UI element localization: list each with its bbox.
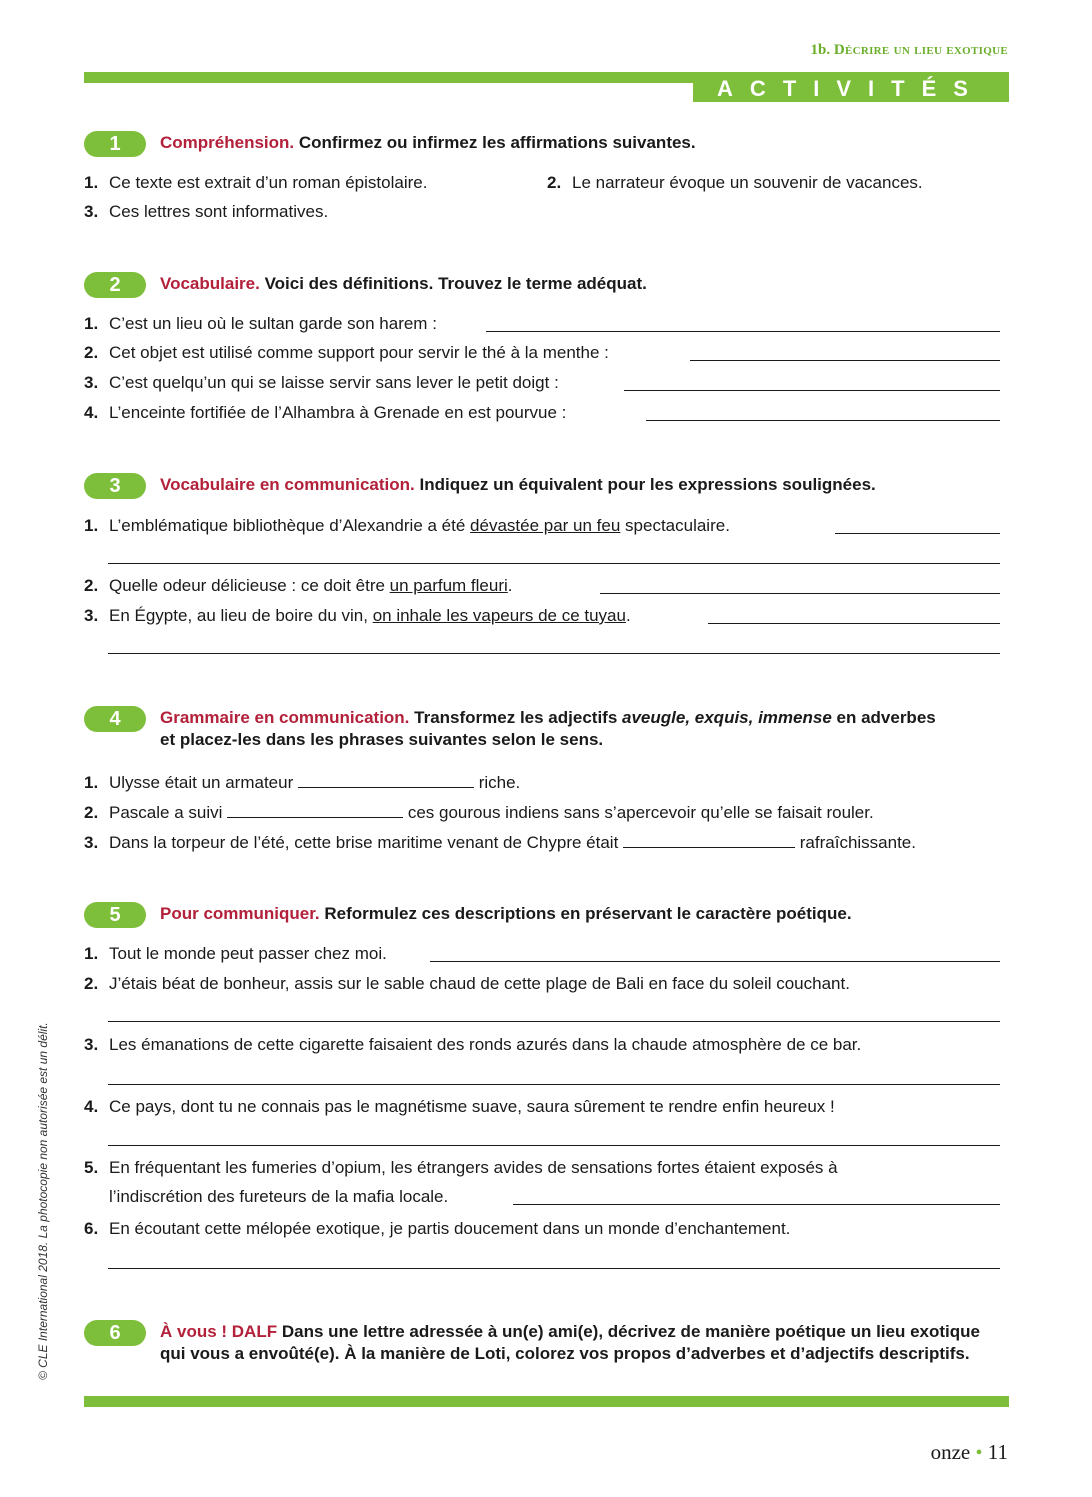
exercise-3-keyword: Vocabulaire en communication.	[160, 475, 415, 494]
answer-blank[interactable]	[108, 1145, 1000, 1146]
item-text: C’est quelqu’un qui se laisse servir sans lever le petit doigt :	[109, 373, 559, 392]
answer-blank[interactable]	[624, 390, 1000, 391]
exercise-1-item	[84, 172, 427, 194]
item-text: Tout le monde peut passer chez moi.	[109, 944, 387, 963]
page-word: onze	[930, 1440, 971, 1464]
exercise-5-item	[84, 1096, 835, 1118]
exercise-4-badge: 4	[84, 706, 146, 732]
exercise-6-badge: 6	[84, 1320, 146, 1346]
bottom-rule	[84, 1396, 1009, 1407]
item-text: Ce texte est extrait d’un roman épistolaire.	[109, 173, 428, 192]
answer-blank[interactable]	[623, 831, 795, 848]
item-number: 1.	[84, 173, 99, 192]
item-number: 1.	[84, 516, 99, 535]
answer-blank[interactable]	[430, 961, 1000, 962]
exercise-1-text: Confirmez ou infirmez les affirmations suivantes.	[298, 133, 696, 152]
exercise-5-text: Reformulez ces descriptions en préservant le caractère poétique.	[324, 904, 852, 923]
exercise-1-badge: 1	[84, 131, 146, 157]
exercise-5-instruction	[160, 903, 852, 925]
answer-blank[interactable]	[835, 533, 1000, 534]
exercise-2-keyword: Vocabulaire.	[160, 274, 260, 293]
exercise-2-instruction	[160, 273, 647, 295]
item-text: L’emblématique bibliothèque d’Alexandrie a été	[109, 516, 471, 535]
exercise-5-item	[84, 1218, 790, 1240]
item-number: 5.	[84, 1158, 99, 1177]
exercise-3-item	[84, 575, 513, 597]
exercise-3-instruction	[160, 474, 876, 496]
item-text: Pascale a suivi	[109, 803, 228, 822]
answer-blank[interactable]	[690, 360, 1000, 361]
item-number: 3.	[84, 202, 99, 221]
underlined-expression: on inhale les vapeurs de ce tuyau	[372, 606, 626, 625]
exercise-4-item	[84, 771, 520, 794]
exercise-4-text: Transformez les adjectifs	[414, 708, 623, 727]
exercise-1-item	[84, 201, 328, 223]
exercise-3-item	[84, 605, 631, 627]
bullet-icon: •	[975, 1442, 983, 1464]
item-text: En Égypte, au lieu de boire du vin,	[109, 606, 373, 625]
item-text: Quelle odeur délicieuse : ce doit être	[109, 576, 390, 595]
exercise-4-adjectives: aveugle, exquis, immense	[622, 708, 832, 727]
copyright-notice: © CLE International 2018. La photocopie non autorisée est un délit.	[36, 1022, 50, 1380]
item-text: En écoutant cette mélopée exotique, je partis doucement dans un monde d’enchantement.	[109, 1219, 791, 1238]
exercise-3-item	[84, 515, 730, 537]
answer-blank[interactable]	[227, 801, 403, 818]
exercise-5-item	[84, 943, 387, 965]
item-number: 2.	[84, 974, 99, 993]
exercise-4-instruction	[160, 707, 936, 751]
page-digits: 11	[987, 1440, 1008, 1464]
exercise-4-text: en adverbes	[831, 708, 936, 727]
exercise-1-keyword: Compréhension.	[160, 133, 295, 152]
item-text: riche.	[473, 773, 521, 792]
exercise-4-item	[84, 801, 874, 824]
item-text: spectaculaire.	[620, 516, 730, 535]
item-number: 2.	[84, 576, 99, 595]
exercise-2-text: Voici des définitions. Trouvez le terme adéquat.	[264, 274, 647, 293]
item-number: 2.	[547, 173, 562, 192]
item-text: Ces lettres sont informatives.	[109, 202, 329, 221]
section-name: Décrire un lieu exotique	[833, 42, 1008, 58]
exercise-6-keyword: À vous ! DALF	[160, 1322, 278, 1341]
answer-blank[interactable]	[108, 563, 1000, 564]
exercise-2-item	[84, 342, 609, 364]
item-number: 4.	[84, 403, 99, 422]
item-number: 2.	[84, 803, 99, 822]
exercise-2-item	[84, 313, 437, 335]
item-number: 2.	[84, 343, 99, 362]
exercise-5-item-continued	[109, 1186, 448, 1208]
exercise-5-keyword: Pour communiquer.	[160, 904, 320, 923]
item-text: Cet objet est utilisé comme support pour servir le thé à la menthe :	[109, 343, 609, 362]
exercise-5-item	[84, 1034, 861, 1056]
exercise-1-item	[547, 172, 923, 194]
exercise-6-instruction	[160, 1321, 980, 1365]
item-text: Les émanations de cette cigarette faisaient des ronds azurés dans la chaude atmosphère de ce bar.	[109, 1035, 862, 1054]
item-text: Dans la torpeur de l’été, cette brise maritime venant de Chypre était	[109, 833, 624, 852]
item-number: 3.	[84, 373, 99, 392]
activities-banner: ACTIVITÉS	[693, 72, 1009, 102]
answer-blank[interactable]	[513, 1204, 1000, 1205]
exercise-5-item	[84, 1157, 838, 1179]
item-text: Ulysse était un armateur	[109, 773, 298, 792]
exercise-2-item	[84, 372, 559, 394]
answer-blank[interactable]	[108, 653, 1000, 654]
exercise-4-text-line2: et placez-les dans les phrases suivantes selon le sens.	[160, 730, 604, 749]
item-number: 3.	[84, 606, 99, 625]
item-number: 4.	[84, 1097, 99, 1116]
item-number: 6.	[84, 1219, 99, 1238]
item-number: 1.	[84, 773, 99, 792]
answer-blank[interactable]	[646, 420, 1000, 421]
exercise-4-item	[84, 831, 916, 854]
section-title	[811, 42, 1009, 59]
answer-blank[interactable]	[486, 331, 1000, 332]
item-text: L’enceinte fortifiée de l’Alhambra à Grenade en est pourvue :	[109, 403, 567, 422]
exercise-2-item	[84, 402, 566, 424]
section-number: 1b.	[810, 42, 831, 58]
item-text: ces gourous indiens sans s’apercevoir qu’elle se faisait rouler.	[403, 803, 874, 822]
underlined-expression: un parfum fleuri	[389, 576, 508, 595]
item-text: .	[507, 576, 513, 595]
answer-blank[interactable]	[708, 623, 1000, 624]
exercise-3-badge: 3	[84, 473, 146, 499]
answer-blank[interactable]	[108, 1268, 1000, 1269]
underlined-expression: dévastée par un feu	[470, 516, 621, 535]
item-number: 3.	[84, 1035, 99, 1054]
exercise-3-text: Indiquez un équivalent pour les expressions soulignées.	[419, 475, 876, 494]
item-text: J’étais béat de bonheur, assis sur le sable chaud de cette plage de Bali en face du soleil couchant.	[109, 974, 850, 993]
answer-blank[interactable]	[108, 1021, 1000, 1022]
answer-blank[interactable]	[298, 771, 474, 788]
exercise-5-item	[84, 973, 850, 995]
answer-blank[interactable]	[108, 1084, 1000, 1085]
item-text: En fréquentant les fumeries d’opium, les étrangers avides de sensations fortes étaient exposés à	[109, 1158, 838, 1177]
item-text: C’est un lieu où le sultan garde son harem :	[109, 314, 437, 333]
page-number	[931, 1440, 1008, 1465]
exercise-2-badge: 2	[84, 272, 146, 298]
item-number: 1.	[84, 314, 99, 333]
exercise-5-badge: 5	[84, 902, 146, 928]
answer-blank[interactable]	[600, 593, 1000, 594]
item-text: .	[625, 606, 631, 625]
exercise-6-text-line2: qui vous a envoûté(e). À la manière de Loti, colorez vos propos d’adverbes et d’adjectifs descriptifs.	[160, 1344, 970, 1363]
item-number: 1.	[84, 944, 99, 963]
exercise-1-instruction	[160, 132, 696, 154]
exercise-4-keyword: Grammaire en communication.	[160, 708, 410, 727]
exercise-6-text: Dans une lettre adressée à un(e) ami(e), décrivez de manière poétique un lieu exotique	[281, 1322, 980, 1341]
item-text: l’indiscrétion des fureteurs de la mafia locale.	[109, 1187, 449, 1206]
item-number: 3.	[84, 833, 99, 852]
item-text: rafraîchissante.	[795, 833, 916, 852]
item-text: Le narrateur évoque un souvenir de vacances.	[572, 173, 923, 192]
item-text: Ce pays, dont tu ne connais pas le magnétisme suave, saura sûrement te rendre enfin heureux !	[109, 1097, 835, 1116]
